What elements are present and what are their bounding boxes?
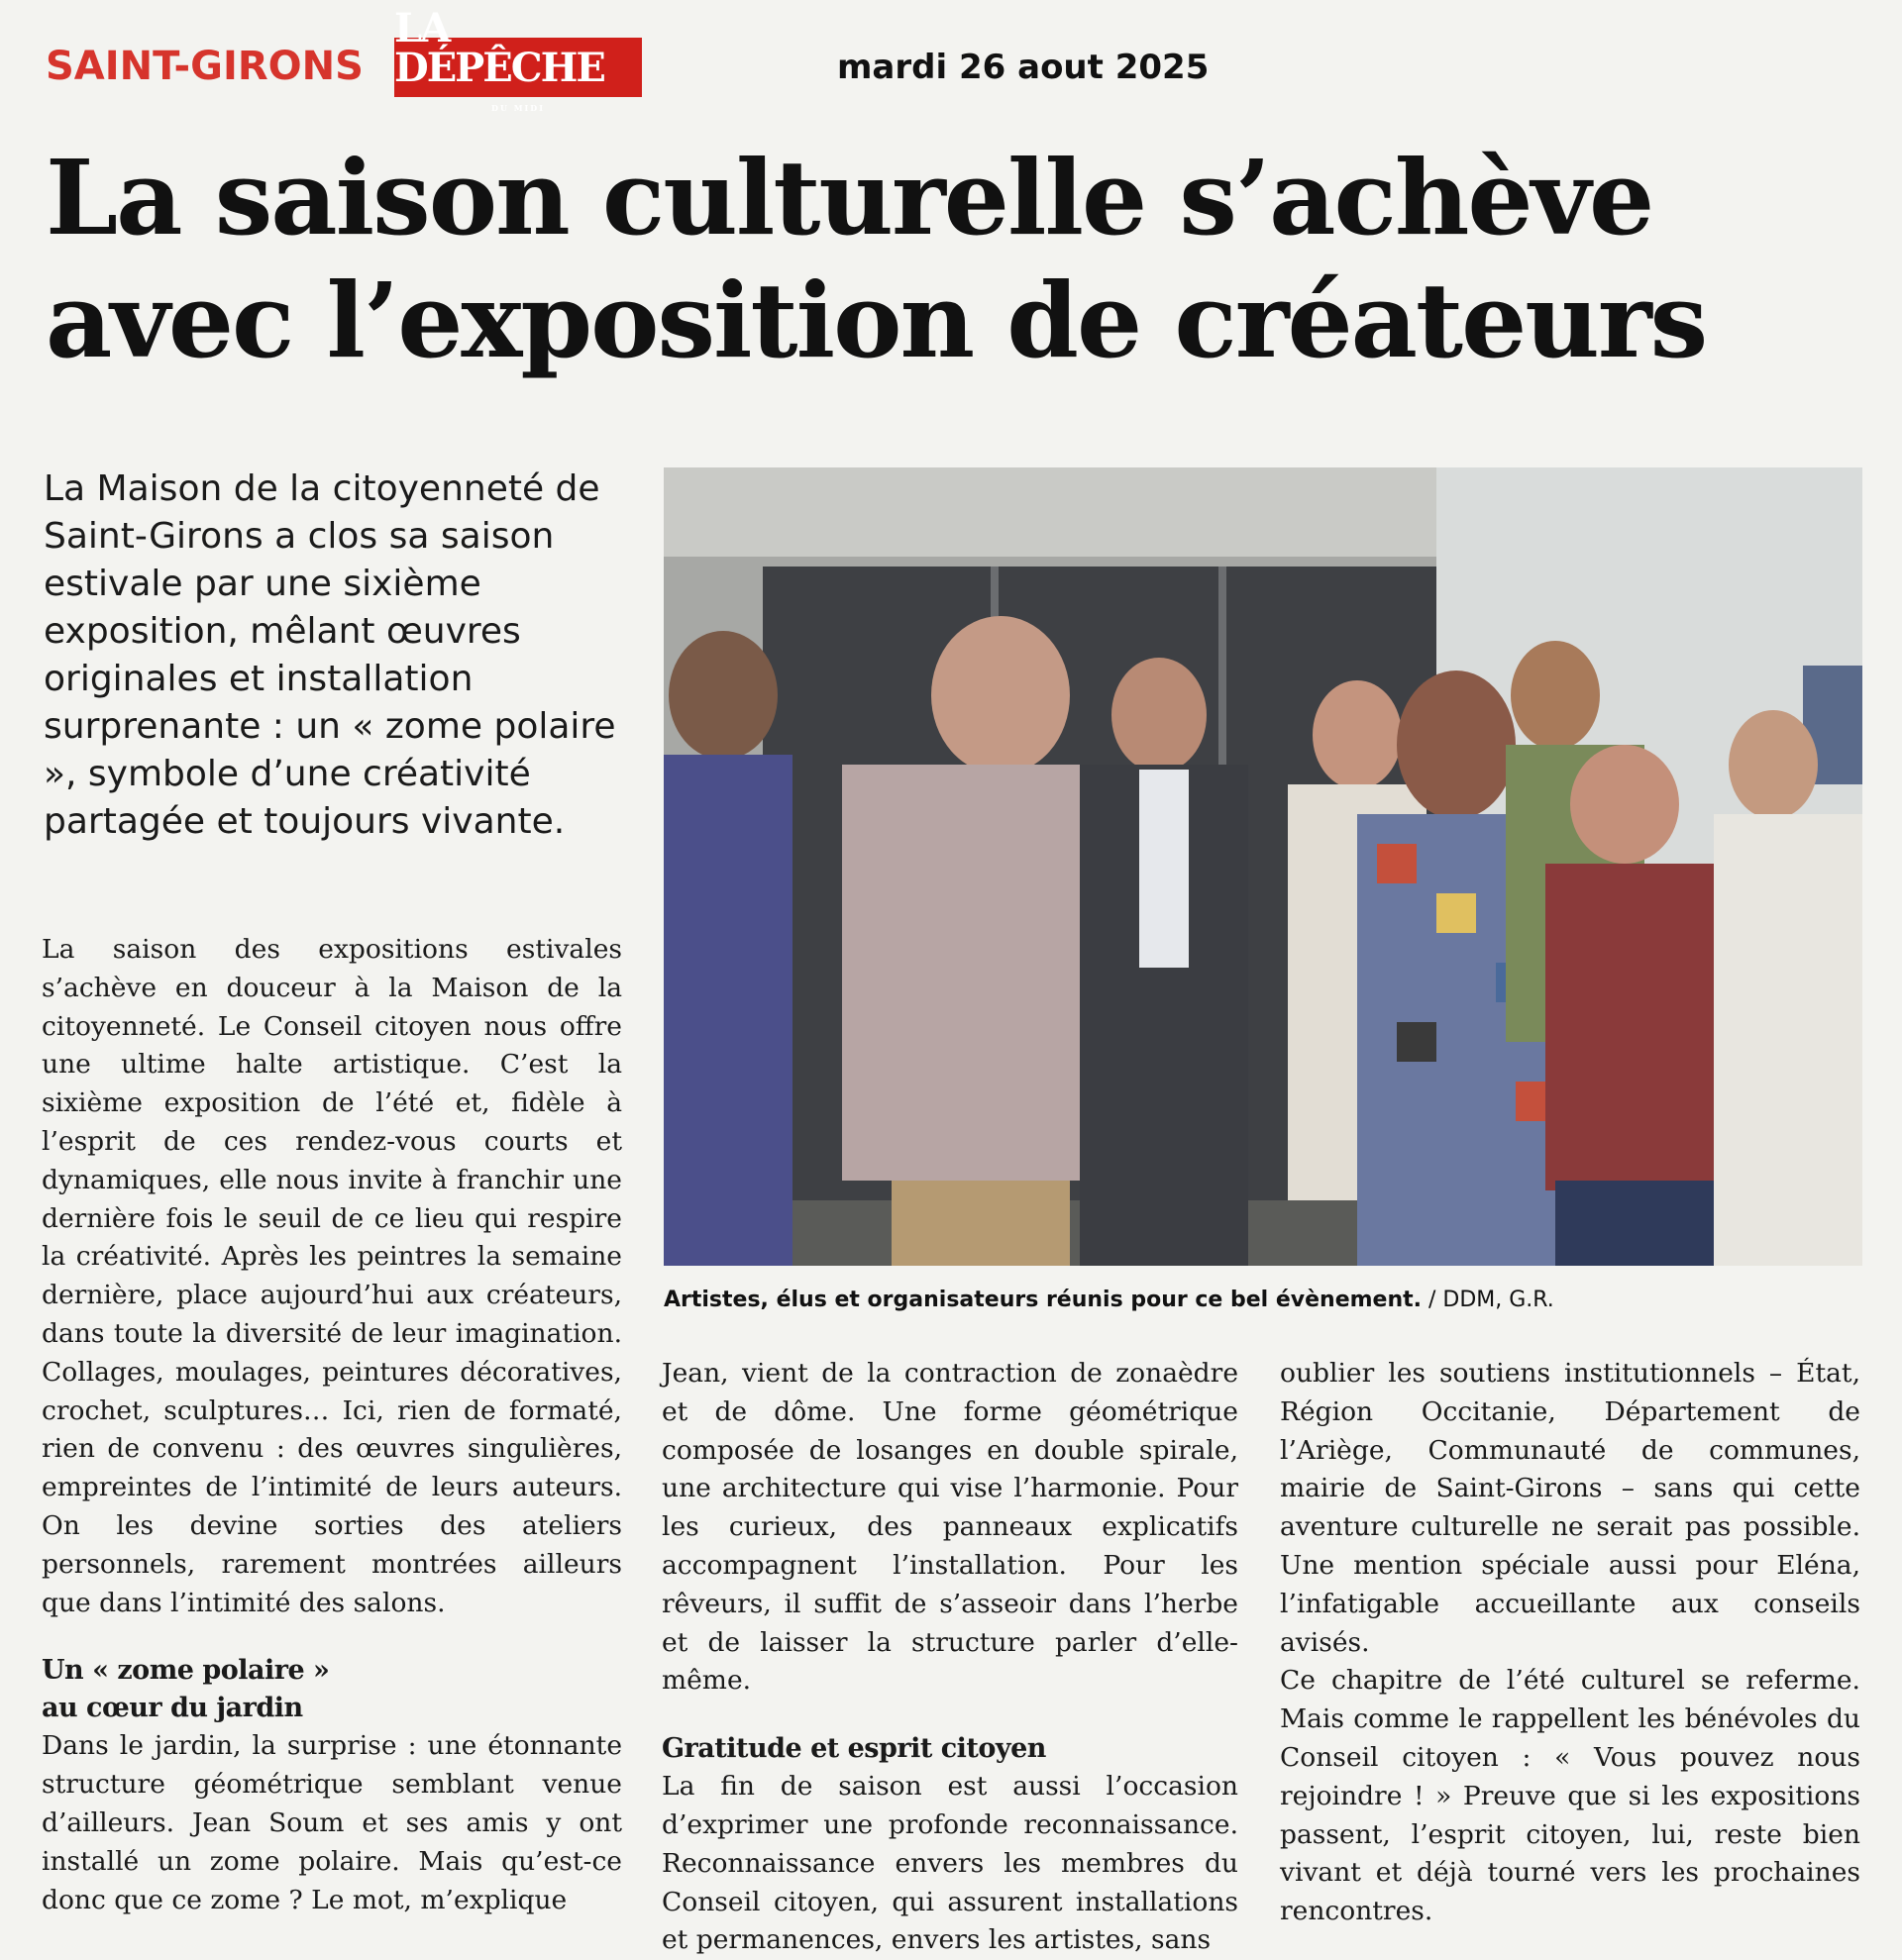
headline-line-1: La saison culturelle s’achève <box>46 137 1653 258</box>
body-paragraph: La fin de saison est aussi l’occasion d’exprimer une profonde reconnaissance. Reconnaissance envers les membres du Conseil citoyen, qui assurent installations et permanences, envers les artistes, sans <box>662 1771 1238 1956</box>
body-paragraph: Ce chapitre de l’été culturel se referme. Mais comme le rappellent les bénévoles du Conseil citoyen : « Vous pouvez nous rejoindre ! » Preuve que si les expositions passent, l’esprit citoyen, lui, reste bien vivant et déjà tourné vers les prochaines rencontres. <box>1280 1665 1860 1927</box>
article-photo <box>664 467 1862 1266</box>
body-column-2 <box>662 1355 1238 1960</box>
subheading-zome-line-2: au cœur du jardin <box>42 1693 303 1724</box>
section-label: SAINT-GIRONS <box>46 44 364 89</box>
body-column-3 <box>1280 1355 1860 1931</box>
logo-main-text: LA DÉPÊCHE <box>394 4 604 91</box>
subheading-gratitude: Gratitude et esprit citoyen <box>662 1733 1046 1765</box>
article-lead: La Maison de la citoyenneté de Saint-Girons a clos sa saison estivale par une sixième exposition, mêlant œuvres originales et installation surprenante : un « zome polaire », symbole d’une créativité partagée et toujours vivante. <box>44 468 616 842</box>
subheading-zome-line-1: Un « zome polaire » <box>42 1655 330 1687</box>
body-paragraph: La saison des expositions estivales s’achève en douceur à la Maison de la citoyenneté. Le Conseil citoyen nous offre une ultime halte artistique. C’est la sixième exposition de l’été et, fidèle à l’esprit de ces rendez-vous courts et dynamiques, elle nous invite à franchir une dernière fois le seuil de ce lieu qui respire la créativité. Après les peintres la semaine dernière, place aujourd’hui aux créateurs, dans toute la diversité de leur imagination. Collages, moulages, peintures décoratives, crochet, sculptures… Ici, rien de formaté, rien de convenu : des œuvres singulières, empreintes de l’intimité de leurs auteurs. On les devine sorties des ateliers personnels, rarement montrées ailleurs que dans l’intimité des salons. <box>42 934 622 1618</box>
caption-text: Artistes, élus et organisateurs réunis pour ce bel évènement. <box>664 1288 1423 1312</box>
body-paragraph: Dans le jardin, la surprise : une étonnante structure géométrique semblant venue d’ailleurs. Jean Soum et ses amis y ont installé un zome polaire. Mais qu’est-ce donc que ce zome ? Le mot, m’explique <box>42 1730 622 1915</box>
newspaper-logo <box>394 4 642 113</box>
photo-credit: / DDM, G.R. <box>1422 1288 1554 1312</box>
group-photo-illustration <box>664 467 1862 1266</box>
article-headline <box>46 137 1868 382</box>
body-column-1 <box>42 931 622 1919</box>
body-paragraph: oublier les soutiens institutionnels – État, Région Occitanie, Département de l’Ariège, Communauté de communes, mairie de Saint-Girons – sans qui cette aventure culturelle ne serait pas possible. Une mention spéciale aussi pour Eléna, l’infatigable accueillante aux conseils avisés. <box>1280 1358 1860 1658</box>
photo-caption <box>664 1288 1862 1312</box>
logo-sub-text: DU MIDI <box>491 102 545 113</box>
publication-date: mardi 26 aout 2025 <box>837 48 1210 87</box>
headline-line-2: avec l’exposition de créateurs <box>46 259 1707 381</box>
body-paragraph: Jean, vient de la contraction de zonaèdre et de dôme. Une forme géométrique composée de losanges en double spirale, une architecture qui vise l’harmonie. Pour les curieux, des panneaux explicatifs accompagnent l’installation. Pour les rêveurs, il suffit de s’asseoir dans l’herbe et de laisser la structure parler d’elle-même. <box>662 1358 1238 1697</box>
